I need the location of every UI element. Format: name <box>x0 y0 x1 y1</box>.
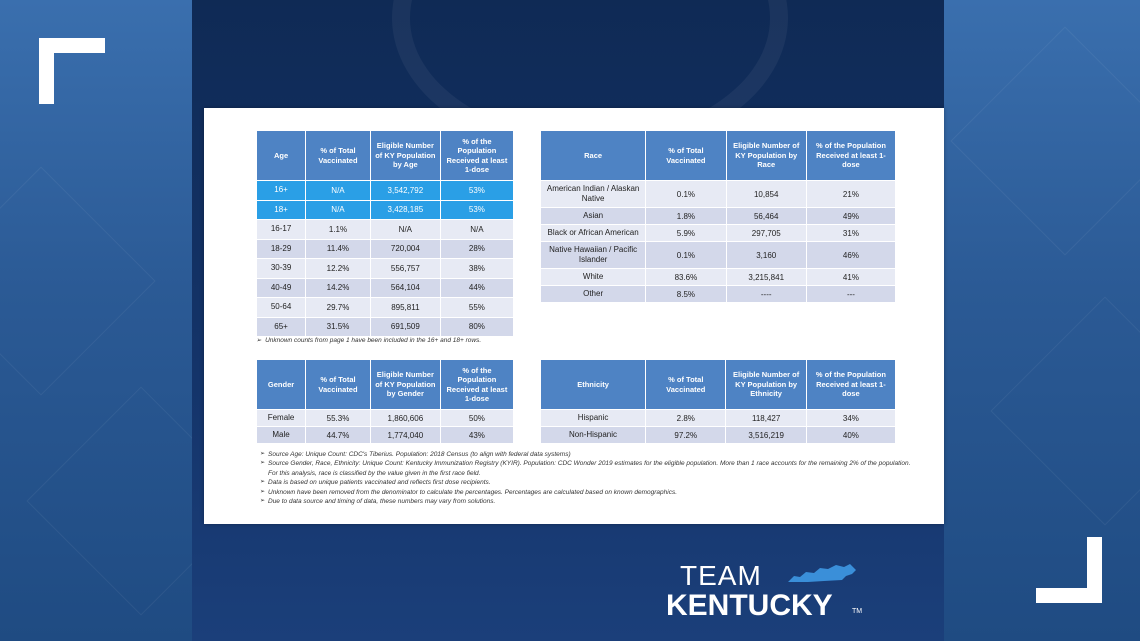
age-cell: 28% <box>440 239 513 259</box>
age-cell: 3,542,792 <box>370 181 440 201</box>
gender-cell: 43% <box>440 427 513 444</box>
ethnicity-header-1: % of Total Vaccinated <box>646 360 726 410</box>
age-table <box>256 130 514 337</box>
logo-trademark: TM <box>852 608 863 615</box>
background-pattern <box>950 26 1140 255</box>
age-note: ➢ Unknown counts from page 1 have been included in the 16+ and 18+ rows. <box>256 337 482 344</box>
logo-team-text: TEAM <box>680 560 762 591</box>
race-cell: ---- <box>726 286 806 303</box>
gender-cell: 44.7% <box>306 427 371 444</box>
race-cell: Asian <box>541 208 646 225</box>
race-cell: 0.1% <box>646 181 726 208</box>
age-cell: 691,509 <box>370 317 440 337</box>
race-cell: 5.9% <box>646 225 726 242</box>
ethnicity-cell: 2.8% <box>646 410 726 427</box>
race-header-0: Race <box>541 131 646 181</box>
age-row <box>257 181 514 201</box>
age-cell: 80% <box>440 317 513 337</box>
age-cell: 38% <box>440 259 513 279</box>
age-cell: 50-64 <box>257 298 306 318</box>
age-row <box>257 220 514 240</box>
kentucky-state-icon <box>784 562 858 586</box>
race-cell: Native Hawaiian / Pacific Islander <box>541 242 646 269</box>
gender-header-0: Gender <box>257 360 306 410</box>
age-row <box>257 200 514 220</box>
footnote: ➢ Source Gender, Race, Ethnicity: Unique Count: Kentucky Immunization Registry (KYIR). Population: CDC Wonder 2019 estimates for the eligible population. More than 1 race accounts for the remaining 2% of the population. For this analysis, race is classified by the value given in the first race field. <box>260 459 920 478</box>
age-cell: 65+ <box>257 317 306 337</box>
age-cell: 53% <box>440 200 513 220</box>
age-cell: N/A <box>306 200 371 220</box>
footnotes <box>260 450 920 506</box>
ethnicity-cell: 118,427 <box>726 410 806 427</box>
background-pattern <box>0 166 156 395</box>
race-cell: 10,854 <box>726 181 806 208</box>
ethnicity-row <box>541 410 896 427</box>
footnote: ➢ Source Age: Unique Count: CDC's Tiberius. Population: 2018 Census (to align with federal data systems) <box>260 450 920 459</box>
age-cell: 31.5% <box>306 317 371 337</box>
corner-bracket-bottom-right <box>1036 537 1102 603</box>
age-cell: 30-39 <box>257 259 306 279</box>
footnote: ➢ Data is based on unique patients vaccinated and reflects first dose recipients. <box>260 478 920 487</box>
ethnicity-cell: 97.2% <box>646 427 726 444</box>
race-row <box>541 208 896 225</box>
race-cell: 56,464 <box>726 208 806 225</box>
age-cell: N/A <box>370 220 440 240</box>
age-cell: 16-17 <box>257 220 306 240</box>
age-cell: 12.2% <box>306 259 371 279</box>
ethnicity-cell: 40% <box>806 427 895 444</box>
age-cell: N/A <box>440 220 513 240</box>
race-cell: 1.8% <box>646 208 726 225</box>
ethnicity-header-2: Eligible Number of KY Population by Ethnicity <box>726 360 806 410</box>
age-cell: 3,428,185 <box>370 200 440 220</box>
ethnicity-row <box>541 427 896 444</box>
age-row <box>257 259 514 279</box>
data-slide <box>204 108 944 524</box>
race-cell: Other <box>541 286 646 303</box>
race-row <box>541 225 896 242</box>
race-table <box>540 130 896 303</box>
age-cell: 720,004 <box>370 239 440 259</box>
race-cell: 46% <box>806 242 895 269</box>
age-cell: 556,757 <box>370 259 440 279</box>
ethnicity-cell: Hispanic <box>541 410 646 427</box>
gender-cell: 50% <box>440 410 513 427</box>
age-row <box>257 317 514 337</box>
race-row <box>541 286 896 303</box>
gender-cell: Female <box>257 410 306 427</box>
age-cell: 44% <box>440 278 513 298</box>
ethnicity-header-3: % of the Population Received at least 1-dose <box>806 360 895 410</box>
race-row <box>541 269 896 286</box>
age-cell: 53% <box>440 181 513 201</box>
age-cell: 14.2% <box>306 278 371 298</box>
age-header-1: % of Total Vaccinated <box>306 131 371 181</box>
race-cell: --- <box>806 286 895 303</box>
race-header-2: Eligible Number of KY Population by Race <box>726 131 806 181</box>
age-header-2: Eligible Number of KY Population by Age <box>370 131 440 181</box>
race-header-3: % of the Population Received at least 1-dose <box>806 131 895 181</box>
gender-header-2: Eligible Number of KY Population by Gender <box>370 360 440 410</box>
corner-bracket-top-left <box>39 38 105 104</box>
age-cell: 1.1% <box>306 220 371 240</box>
race-cell: 3,215,841 <box>726 269 806 286</box>
age-header-0: Age <box>257 131 306 181</box>
gender-cell: Male <box>257 427 306 444</box>
race-cell: 49% <box>806 208 895 225</box>
age-row <box>257 278 514 298</box>
race-cell: American Indian / Alaskan Native <box>541 181 646 208</box>
age-cell: 16+ <box>257 181 306 201</box>
race-cell: 41% <box>806 269 895 286</box>
gender-row <box>257 410 514 427</box>
gender-header-1: % of Total Vaccinated <box>306 360 371 410</box>
race-header-1: % of Total Vaccinated <box>646 131 726 181</box>
race-cell: 297,705 <box>726 225 806 242</box>
ethnicity-cell: 3,516,219 <box>726 427 806 444</box>
age-cell: 29.7% <box>306 298 371 318</box>
race-cell: White <box>541 269 646 286</box>
footnote: ➢ Unknown have been removed from the denominator to calculate the percentages. Percentages are calculated based on known demographics. <box>260 488 920 497</box>
age-cell: 55% <box>440 298 513 318</box>
race-cell: 31% <box>806 225 895 242</box>
gender-cell: 55.3% <box>306 410 371 427</box>
race-row <box>541 181 896 208</box>
race-cell: 21% <box>806 181 895 208</box>
background-pattern <box>990 296 1140 525</box>
race-cell: 83.6% <box>646 269 726 286</box>
age-header-3: % of the Population Received at least 1-dose <box>440 131 513 181</box>
gender-table <box>256 359 514 444</box>
race-cell: 0.1% <box>646 242 726 269</box>
ethnicity-cell: 34% <box>806 410 895 427</box>
ethnicity-table <box>540 359 896 444</box>
footnote: ➢ Due to data source and timing of data, these numbers may vary from solutions. <box>260 497 920 506</box>
age-cell: 564,104 <box>370 278 440 298</box>
race-cell: Black or African American <box>541 225 646 242</box>
race-cell: 3,160 <box>726 242 806 269</box>
age-note-text: Unknown counts from page 1 have been included in the 16+ and 18+ rows. <box>265 337 482 344</box>
age-cell: 18-29 <box>257 239 306 259</box>
gender-row <box>257 427 514 444</box>
age-cell: 895,811 <box>370 298 440 318</box>
gender-cell: 1,774,040 <box>370 427 440 444</box>
logo-kentucky-text: KENTUCKY <box>666 589 833 622</box>
gender-header-3: % of the Population Received at least 1-dose <box>440 360 513 410</box>
gender-cell: 1,860,606 <box>370 410 440 427</box>
age-cell: 11.4% <box>306 239 371 259</box>
age-row <box>257 239 514 259</box>
race-row <box>541 242 896 269</box>
race-cell: 8.5% <box>646 286 726 303</box>
ethnicity-cell: Non-Hispanic <box>541 427 646 444</box>
age-cell: 40-49 <box>257 278 306 298</box>
age-row <box>257 298 514 318</box>
ethnicity-header-0: Ethnicity <box>541 360 646 410</box>
age-cell: N/A <box>306 181 371 201</box>
age-cell: 18+ <box>257 200 306 220</box>
